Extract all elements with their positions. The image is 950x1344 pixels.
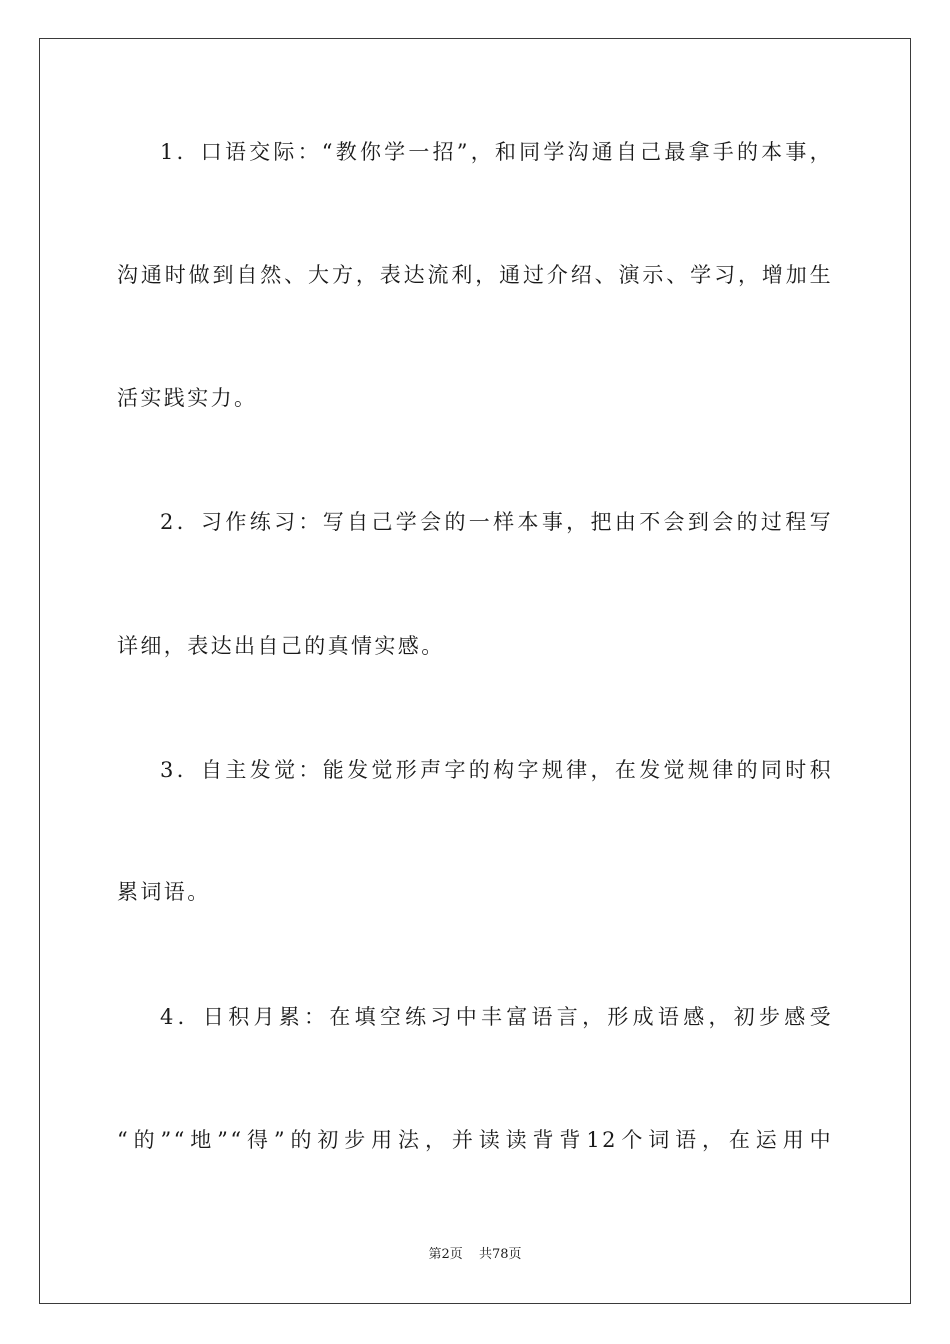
page-number: 第2页 <box>428 1247 463 1262</box>
text-line-1: 1．口语交际：“教你学一招”，和同学沟通自己最拿手的本事， <box>160 140 833 164</box>
text-line-3: 活实践实力。 <box>117 386 258 410</box>
page-border <box>39 38 911 1304</box>
text-line-9: “的”“地”“得”的初步用法，并读读背背12个词语，在运用中 <box>117 1128 833 1152</box>
page-total: 共78页 <box>478 1247 522 1262</box>
text-line-2: 沟通时做到自然、大方，表达流利，通过介绍、演示、学习，增加生 <box>117 263 833 287</box>
text-line-4: 2．习作练习：写自己学会的一样本事，把由不会到会的过程写 <box>160 510 833 534</box>
page-footer <box>0 1246 950 1264</box>
text-line-8: 4．日积月累：在填空练习中丰富语言，形成语感，初步感受 <box>160 1005 833 1029</box>
text-line-6: 3．自主发觉：能发觉形声字的构字规律，在发觉规律的同时积 <box>160 758 833 782</box>
text-line-5: 详细，表达出自己的真情实感。 <box>117 634 445 658</box>
text-line-7: 累词语。 <box>117 880 211 904</box>
